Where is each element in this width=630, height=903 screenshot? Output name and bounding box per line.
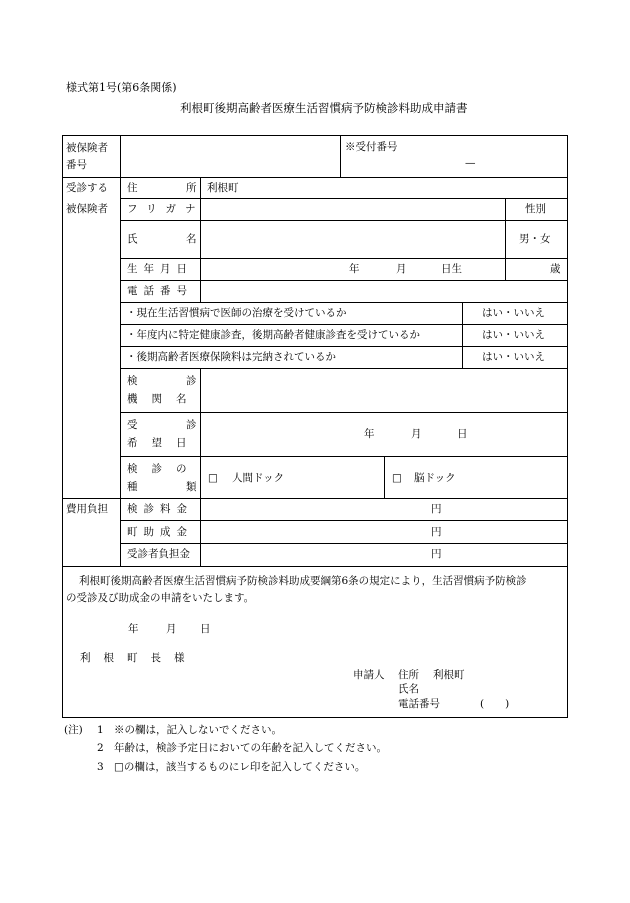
option-brain-dock: 脳ドック — [414, 472, 456, 484]
note-1-text: ※の欄は，記入しないでください。 — [114, 724, 282, 736]
exam-type-label-a: 種 — [127, 481, 138, 493]
question-checkup: ・年度内に特定健康診査，後期高齢者健康診査を受けているか — [126, 329, 420, 341]
addressee: 利根町長様 — [80, 652, 198, 664]
exam-type-label: 検診の — [127, 463, 201, 475]
declaration-text-line2: の受診及び助成金の申請をいたします。 — [66, 592, 255, 604]
application-day: 日 — [200, 623, 211, 635]
reception-number-dash: — — [465, 157, 476, 169]
applicant-name-label: 氏名 — [398, 683, 419, 695]
institution-label-b: 診 — [186, 375, 197, 387]
desired-date-label-line2: 希望日 — [127, 437, 201, 449]
furigana-field[interactable] — [202, 200, 504, 219]
name-label-b: 名 — [186, 233, 197, 245]
furigana-label: フリガナ — [127, 203, 205, 215]
subsidy-unit: 円 — [431, 526, 442, 538]
institution-field[interactable] — [202, 370, 566, 411]
option-human-dock: 人間ドック — [232, 472, 285, 484]
note-3-number: 3 — [97, 761, 104, 773]
birth-month-unit: 月 — [396, 263, 407, 275]
patient-group-label-line2: 被保険者 — [66, 203, 108, 215]
birth-year-unit: 年 — [349, 263, 360, 275]
insured-number-field[interactable] — [122, 137, 338, 175]
desired-date-month: 月 — [411, 428, 422, 440]
reception-number-label: ※受付番号 — [345, 141, 398, 153]
age-unit: 歳 — [550, 263, 561, 275]
patient-share-label: 受診者負担金 — [127, 548, 190, 560]
desired-date-day: 日 — [457, 428, 468, 440]
institution-label-a: 検 — [127, 375, 138, 387]
checkbox-brain-dock[interactable]: □ — [392, 472, 402, 484]
page-title: 利根町後期高齢者医療生活習慣病予防検診料助成申請書 — [180, 101, 468, 115]
gender-label: 性別 — [525, 203, 546, 215]
desired-date-year: 年 — [364, 428, 375, 440]
note-2-text: 年齢は，検診予定日においての年齢を記入してください。 — [114, 742, 387, 754]
insured-number-label-line2: 番号 — [66, 159, 87, 171]
patient-group-label: 受診する — [66, 182, 108, 194]
question-treatment-answer[interactable]: はい・いいえ — [482, 307, 545, 319]
question-premium: ・後期高齢者医療保険料は完納されているか — [126, 351, 336, 363]
applicant-phone-label: 電話番号 — [398, 698, 440, 710]
address-label-a: 住 — [127, 182, 138, 194]
address-label-b: 所 — [186, 182, 197, 194]
exam-type-label-b: 類 — [186, 481, 197, 493]
question-checkup-answer[interactable]: はい・いいえ — [482, 329, 545, 341]
patient-share-unit: 円 — [431, 548, 442, 560]
address-value[interactable]: 利根町 — [207, 182, 239, 194]
note-1-number: 1 — [97, 724, 104, 736]
birth-day-unit: 日生 — [441, 263, 462, 275]
phone-field[interactable] — [202, 282, 566, 301]
note-2-number: 2 — [97, 742, 104, 754]
question-treatment: ・現在生活習慣病で医師の治療を受けているか — [126, 307, 347, 319]
question-premium-answer[interactable]: はい・いいえ — [482, 351, 545, 363]
insured-number-label: 被保険者 — [66, 142, 108, 154]
name-label-a: 氏 — [127, 233, 138, 245]
birth-date-label: 生年月日 — [127, 263, 193, 275]
cost-group-label: 費用負担 — [66, 503, 108, 515]
form-number: 様式第1号(第6条関係) — [66, 81, 177, 94]
applicant-address-value[interactable]: 利根町 — [433, 669, 465, 681]
subsidy-label: 町助成金 — [127, 526, 193, 538]
exam-fee-label: 検診料金 — [127, 503, 193, 515]
desired-date-label-a: 受 — [127, 419, 138, 431]
applicant-label: 申請人 — [353, 669, 385, 681]
gender-value[interactable]: 男・女 — [519, 233, 551, 245]
exam-fee-unit: 円 — [431, 503, 442, 515]
name-field[interactable] — [202, 222, 504, 257]
desired-date-label-b: 診 — [186, 419, 197, 431]
declaration-text: 利根町後期高齢者医療生活習慣病予防検診料助成要綱第6条の規定により，生活習慣病予防検診 — [79, 575, 527, 587]
applicant-phone-paren[interactable]: ( ) — [480, 698, 510, 710]
institution-label-line2: 機関名 — [127, 393, 201, 405]
phone-label: 電話番号 — [127, 285, 193, 297]
checkbox-human-dock[interactable]: □ — [208, 472, 218, 484]
application-month: 月 — [166, 623, 177, 635]
note-3-text: □の欄は，該当するものにレ印を記入してください。 — [114, 761, 366, 773]
application-year: 年 — [128, 623, 139, 635]
notes-prefix: (注) — [64, 724, 83, 736]
applicant-address-label: 住所 — [398, 669, 419, 681]
